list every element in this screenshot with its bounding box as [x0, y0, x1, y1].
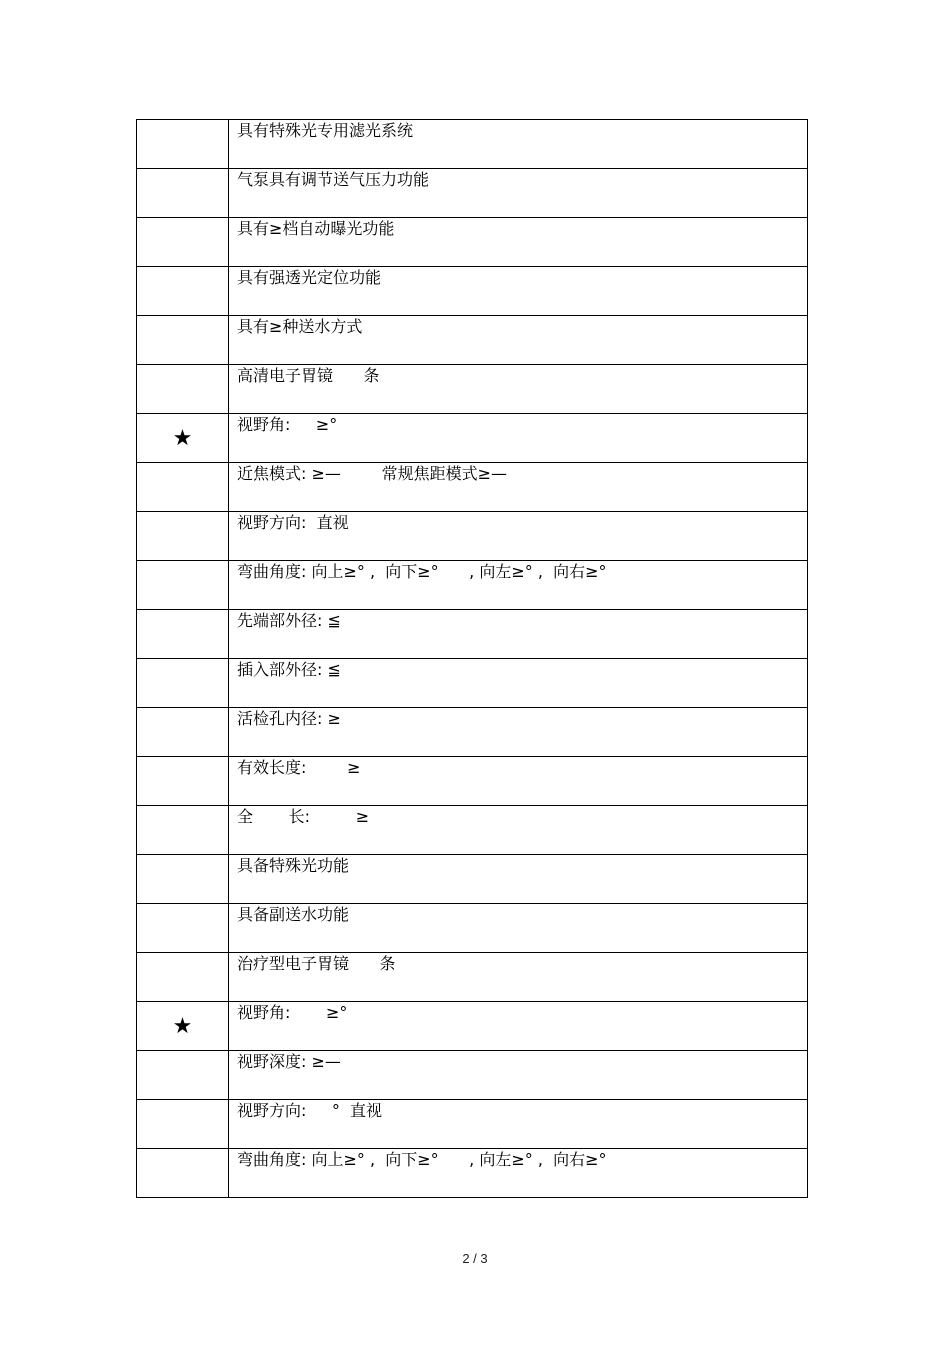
mark-cell [137, 806, 229, 855]
spec-table-body [137, 120, 808, 1198]
table-row [137, 659, 808, 708]
mark-cell [137, 757, 229, 806]
mark-cell [137, 267, 229, 316]
table-row [137, 708, 808, 757]
mark-cell [137, 512, 229, 561]
table-row [137, 1002, 808, 1051]
table-row [137, 806, 808, 855]
table-row [137, 1051, 808, 1100]
mark-cell [137, 120, 229, 169]
mark-cell [137, 365, 229, 414]
spec-item-text: 治疗型电子胃镜 条 [229, 953, 808, 1002]
spec-item-text: 视野角: ≥° [229, 414, 808, 463]
spec-item-text: 具有≥档自动曝光功能 [229, 218, 808, 267]
table-row [137, 365, 808, 414]
spec-item-text: 弯曲角度: 向上≥° , 向下≥° , 向左≥° , 向右≥° [229, 561, 808, 610]
spec-item-text: 具备特殊光功能 [229, 855, 808, 904]
spec-item-text: 视野角: ≥° [229, 1002, 808, 1051]
table-row [137, 757, 808, 806]
mark-cell [137, 169, 229, 218]
table-row [137, 953, 808, 1002]
table-row [137, 512, 808, 561]
spec-item-text: 视野深度: ≥— [229, 1051, 808, 1100]
mark-cell [137, 708, 229, 757]
table-row [137, 1149, 808, 1198]
table-row [137, 120, 808, 169]
star-icon: ★ [137, 414, 229, 463]
spec-item-text: 有效长度: ≥ [229, 757, 808, 806]
spec-item-text: 视野方向: ° 直视 [229, 1100, 808, 1149]
mark-cell [137, 1100, 229, 1149]
spec-item-text: 弯曲角度: 向上≥° , 向下≥° , 向左≥° , 向右≥° [229, 1149, 808, 1198]
mark-cell [137, 218, 229, 267]
table-row [137, 414, 808, 463]
mark-cell [137, 316, 229, 365]
table-row [137, 463, 808, 512]
mark-cell [137, 659, 229, 708]
mark-cell [137, 610, 229, 659]
spec-item-text: 具有≥种送水方式 [229, 316, 808, 365]
table-row [137, 218, 808, 267]
mark-cell [137, 1051, 229, 1100]
mark-cell [137, 904, 229, 953]
spec-item-text: 视野方向: 直视 [229, 512, 808, 561]
mark-cell [137, 1149, 229, 1198]
table-row [137, 267, 808, 316]
mark-cell [137, 463, 229, 512]
table-row [137, 904, 808, 953]
mark-cell [137, 855, 229, 904]
spec-item-text: 插入部外径: ≦ [229, 659, 808, 708]
page-number: 2 / 3 [462, 1251, 488, 1266]
table-row [137, 561, 808, 610]
spec-item-text: 气泵具有调节送气压力功能 [229, 169, 808, 218]
table-row [137, 169, 808, 218]
spec-table [136, 119, 808, 1198]
table-row [137, 316, 808, 365]
table-row [137, 610, 808, 659]
spec-item-text: 具备副送水功能 [229, 904, 808, 953]
mark-cell [137, 561, 229, 610]
spec-item-text: 先端部外径: ≦ [229, 610, 808, 659]
spec-item-text: 高清电子胃镜 条 [229, 365, 808, 414]
mark-cell [137, 953, 229, 1002]
spec-item-text: 全 长: ≥ [229, 806, 808, 855]
spec-item-text: 活检孔内径: ≥ [229, 708, 808, 757]
spec-item-text: 近焦模式: ≥— 常规焦距模式≥— [229, 463, 808, 512]
spec-item-text: 具有特殊光专用滤光系统 [229, 120, 808, 169]
spec-item-text: 具有强透光定位功能 [229, 267, 808, 316]
table-row [137, 1100, 808, 1149]
star-icon: ★ [137, 1002, 229, 1051]
table-row [137, 855, 808, 904]
